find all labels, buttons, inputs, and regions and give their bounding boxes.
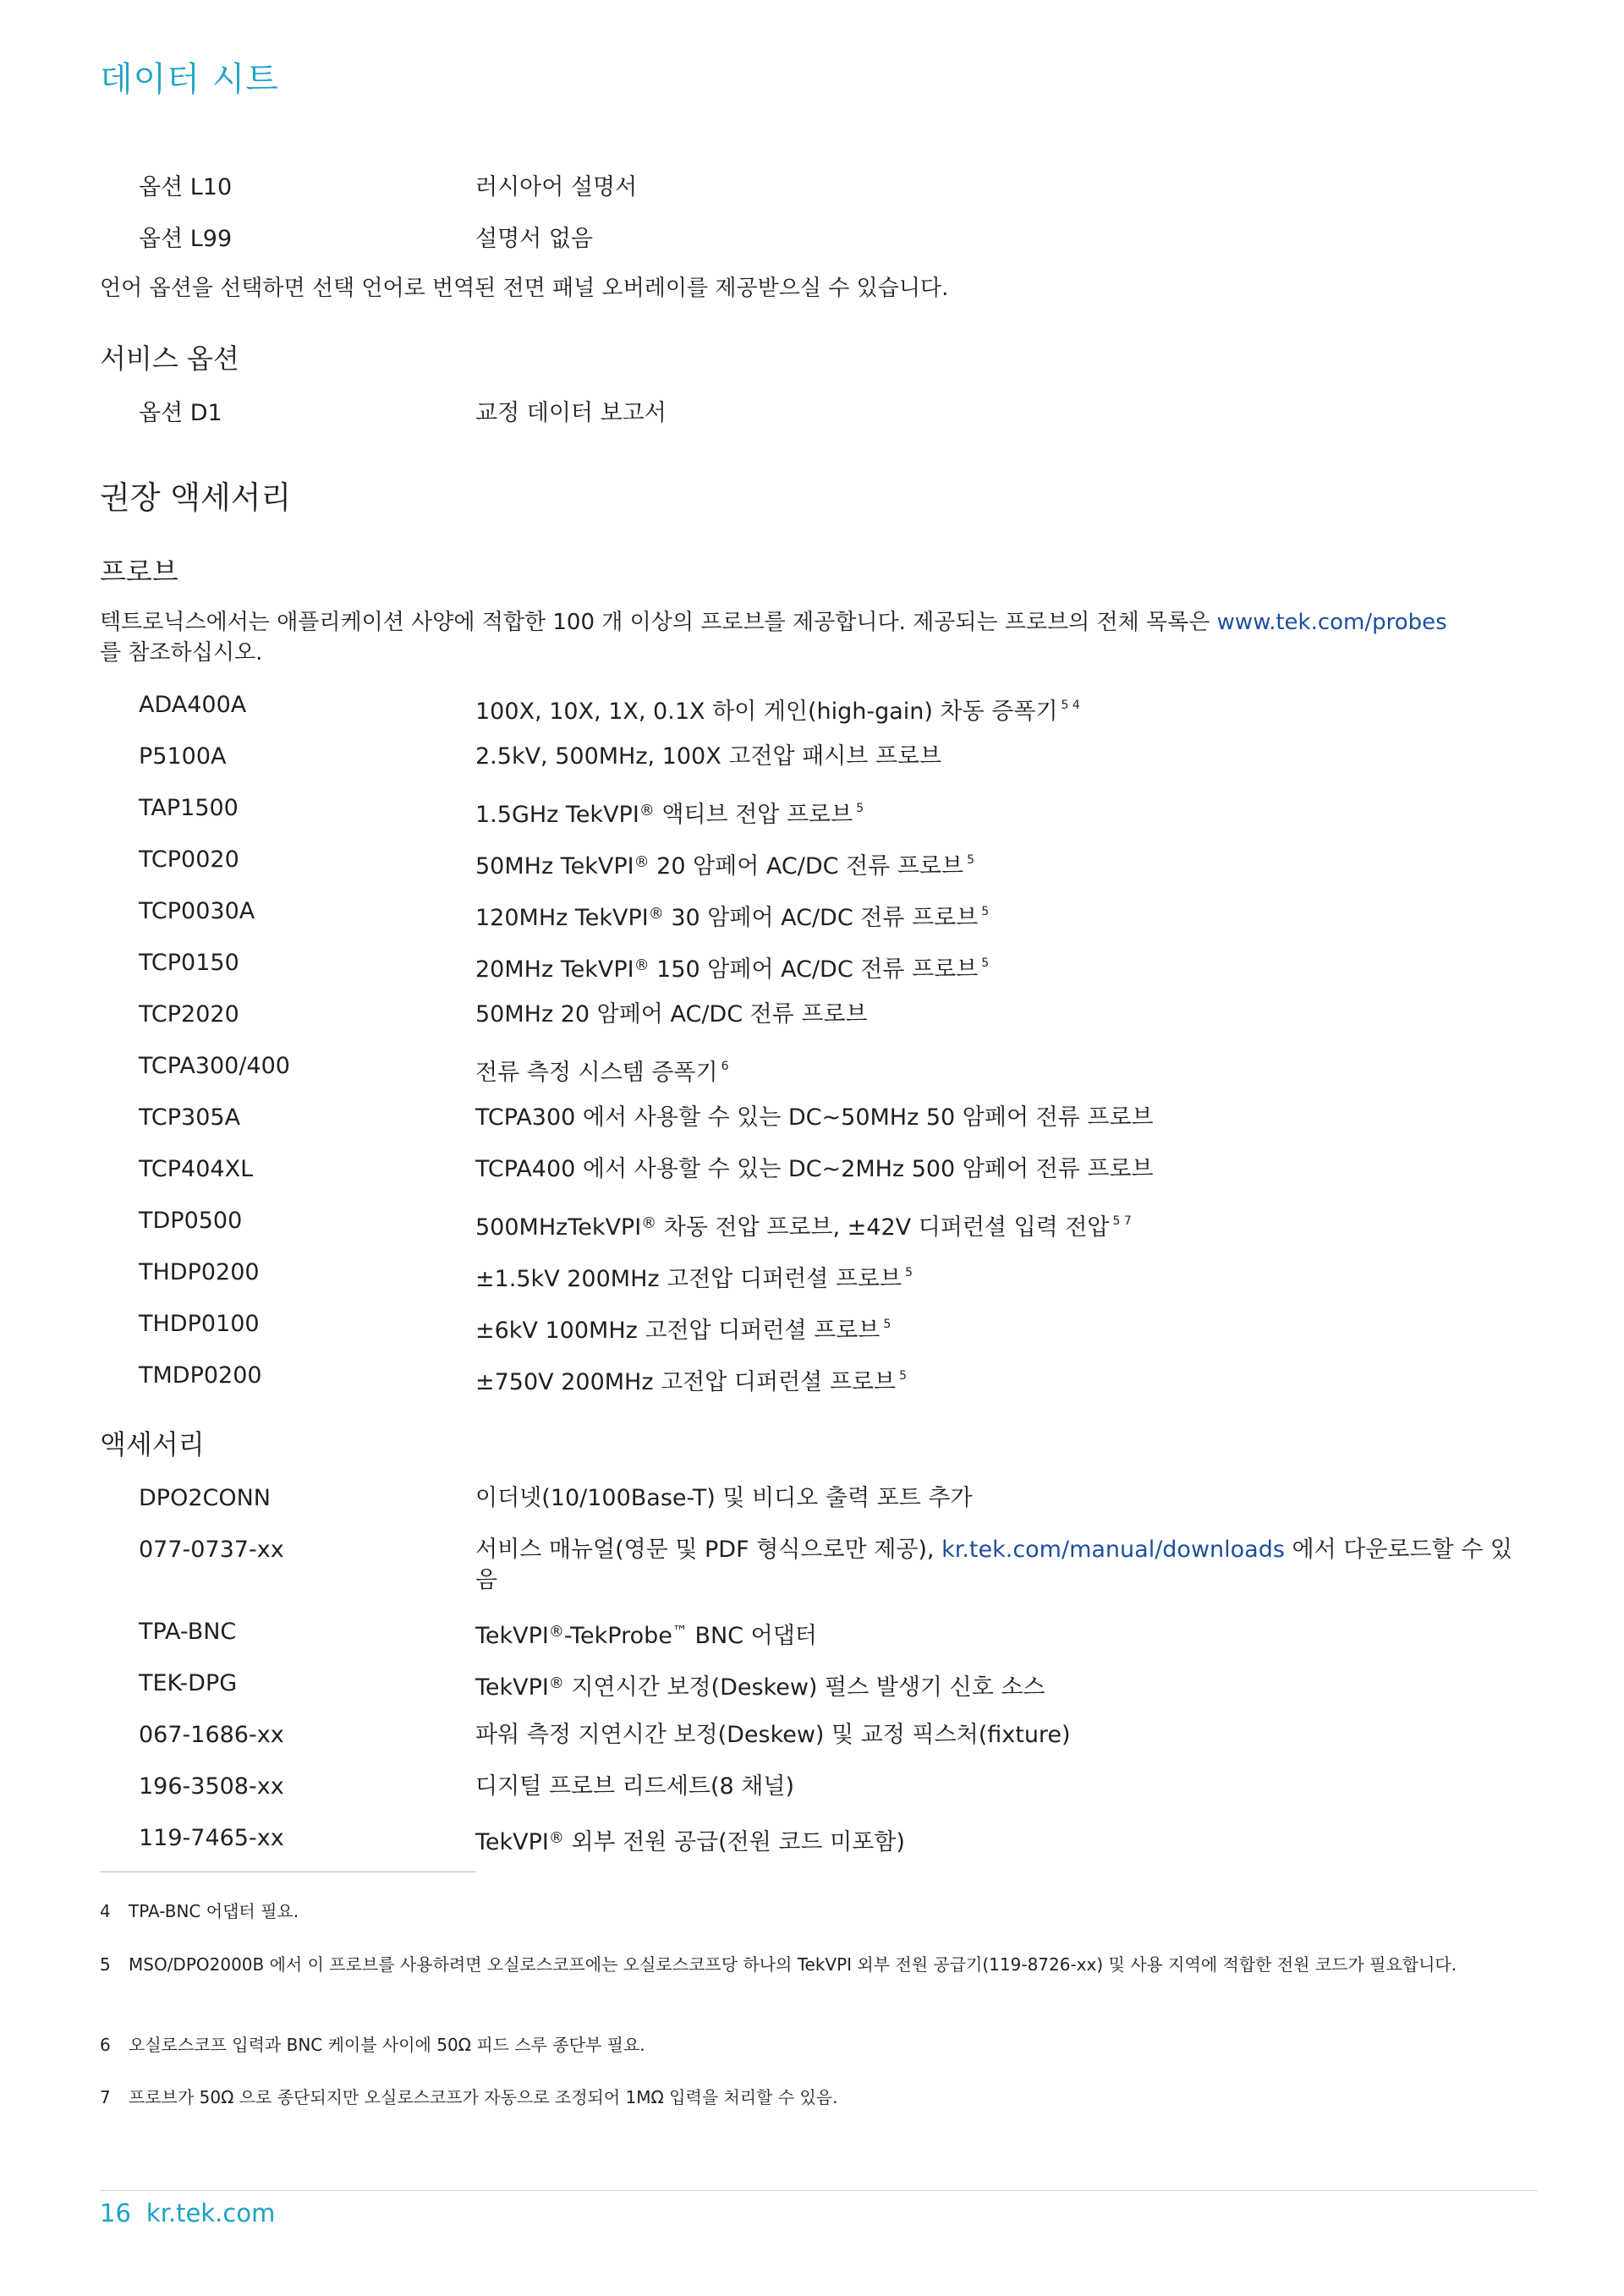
probes-intro-text: 텍트로닉스에서는 애플리케이션 사양에 적합한 100 개 이상의 프로브를 제공합니다. 제공되는 프로브의 전체 목록은 (100, 610, 1217, 635)
probe-desc (475, 948, 1533, 985)
probe-desc-text: 액티브 전압 프로브 (654, 802, 853, 828)
footnote-number: 4 (100, 1901, 111, 1921)
probes-intro-text-end: 를 참조하십시오. (100, 640, 263, 666)
probe-row (100, 690, 1529, 742)
probe-row (100, 1000, 1529, 1051)
option-row (100, 398, 1529, 450)
accessories-heading: 액세서리 (100, 1428, 205, 1460)
accessory-part-number: 077-0737-xx (139, 1537, 284, 1563)
probe-desc-text: 120MHz TekVPI (475, 905, 649, 931)
footnote-ref: 6 (721, 1060, 729, 1073)
probe-row (100, 1309, 1529, 1361)
accessory-row (100, 1669, 1529, 1720)
probe-desc-text: ±6kV 100MHz 고전압 디퍼런셜 프로브 (475, 1318, 881, 1344)
option-code: 옵션 D1 (139, 400, 222, 426)
probe-row (100, 1103, 1529, 1154)
probe-model: TAP1500 (139, 795, 239, 821)
accessory-desc: 이더넷(10/100Base-T) 및 비디오 출력 포트 추가 (475, 1485, 973, 1511)
probe-model: THDP0100 (139, 1311, 260, 1337)
accessory-desc: 파워 측정 지연시간 보정(Deskew) 및 교정 픽스처(fixture) (475, 1722, 1071, 1748)
probe-row (100, 742, 1529, 793)
footnote-ref: 5 (883, 1318, 892, 1331)
accessory-row (100, 1720, 1529, 1772)
probe-desc (475, 845, 1533, 882)
probe-desc (475, 1206, 1533, 1243)
accessory-row (100, 1772, 1529, 1823)
option-code: 옵션 L10 (139, 174, 233, 200)
footnote-text: MSO/DPO2000B 에서 이 프로브를 사용하려면 오실로스코프에는 오실로스코프당 하나의 TekVPI 외부 전원 공급기(119-8726-xx) 및 사용 지역에 적합한 전원 코드가 필요합니다. (129, 1954, 1457, 1975)
probe-desc-text: 100X, 10X, 1X, 0.1X 하이 게인(high-gain) 차동 증폭기 (475, 699, 1058, 725)
probe-row (100, 896, 1529, 948)
probe-model: TMDP0200 (139, 1362, 262, 1389)
accessory-row (100, 1823, 1529, 1875)
probe-row (100, 1206, 1529, 1258)
registered-mark: ® (548, 1623, 564, 1641)
accessory-row (100, 1535, 1529, 1617)
footnote-ref: 5 (967, 853, 975, 867)
registered-mark: ® (639, 802, 655, 819)
registered-mark: ® (634, 956, 650, 974)
footnote-ref: 5 7 (1112, 1214, 1132, 1228)
probe-desc-text: 50MHz TekVPI (475, 853, 634, 879)
service-options-heading: 서비스 옵션 (100, 342, 239, 375)
accessory-desc (475, 1535, 1533, 1596)
probe-desc (475, 1361, 1533, 1398)
accessory-desc-text: 지연시간 보정(Deskew) 펄스 발생기 신호 소스 (563, 1674, 1045, 1701)
footer (100, 2199, 275, 2228)
language-options-section (100, 173, 1529, 276)
probe-desc: TCPA400 에서 사용할 수 있는 DC~2MHz 500 암페어 전류 프로브 (475, 1156, 1154, 1182)
registered-mark: ® (634, 853, 650, 871)
accessory-part-number: TEK-DPG (139, 1670, 238, 1696)
footnote-ref: 5 4 (1061, 699, 1080, 712)
probe-desc-text: 150 암페어 AC/DC 전류 프로브 (649, 956, 979, 983)
probe-desc-text: 30 암페어 AC/DC 전류 프로브 (663, 905, 979, 931)
probe-model: TCP2020 (139, 1001, 239, 1027)
manual-downloads-link[interactable]: kr.tek.com/manual/downloads (941, 1537, 1285, 1563)
footnote-number: 5 (100, 1954, 111, 1975)
accessory-desc-text: -TekProbe (563, 1623, 672, 1649)
accessory-desc (475, 1823, 1533, 1858)
probe-desc: 50MHz 20 암페어 AC/DC 전류 프로브 (475, 1001, 868, 1027)
accessory-part-number: 119-7465-xx (139, 1825, 284, 1851)
option-desc: 교정 데이터 보고서 (475, 400, 667, 426)
accessory-desc-text: TekVPI (475, 1674, 549, 1701)
probe-row (100, 1154, 1529, 1206)
option-code: 옵션 L99 (139, 226, 233, 252)
accessory-part-number: 067-1686-xx (139, 1722, 284, 1748)
probe-desc-text: 20MHz TekVPI (475, 956, 634, 983)
registered-mark: ® (548, 1829, 564, 1847)
footnote-text: 오실로스코프 입력과 BNC 케이블 사이에 50Ω 피드 스루 종단부 필요. (129, 2035, 645, 2055)
probe-model: TCP404XL (139, 1156, 254, 1182)
footnote-text: 프로브가 50Ω 으로 종단되지만 오실로스코프가 자동으로 조정되어 1MΩ 입력을 처리할 수 있음. (129, 2087, 838, 2107)
probe-desc-text: 차동 전압 프로브, ±42V 디퍼런셜 입력 전압 (656, 1214, 1110, 1241)
probe-desc-text: 20 암페어 AC/DC 전류 프로브 (649, 853, 964, 879)
probe-desc (475, 793, 1533, 830)
probe-desc (475, 1309, 1533, 1346)
option-row (100, 173, 1529, 224)
probes-table (100, 690, 1529, 1412)
probe-desc (475, 690, 1533, 727)
accessory-desc: 디지털 프로브 리드세트(8 채널) (475, 1773, 794, 1800)
probe-row (100, 1051, 1529, 1103)
footnote-number: 7 (100, 2087, 111, 2107)
probe-desc-text: 500MHzTekVPI (475, 1214, 642, 1241)
footnote-ref: 5 (905, 1266, 914, 1280)
recommended-accessories-heading: 권장 액세서리 (100, 479, 292, 516)
trademark-mark: ™ (672, 1623, 688, 1641)
option-row (100, 224, 1529, 276)
probe-row (100, 845, 1529, 896)
option-desc: 러시아어 설명서 (475, 174, 638, 200)
option-desc: 설명서 없음 (475, 226, 593, 252)
probe-model: ADA400A (139, 692, 247, 718)
accessory-desc-text: 서비스 매뉴얼(영문 및 PDF 형식으로만 제공), (475, 1537, 942, 1563)
accessory-desc-text: 에서 다운로드할 수 있음 (475, 1537, 1512, 1593)
probes-link[interactable]: www.tek.com/probes (1216, 610, 1447, 635)
probe-model: TCP0150 (139, 950, 239, 976)
header-title: 데이터 시트 (100, 60, 279, 99)
probe-row (100, 1258, 1529, 1309)
accessory-desc-text: 외부 전원 공급(전원 코드 미포함) (563, 1829, 905, 1855)
footnote-ref: 5 (899, 1369, 908, 1383)
accessory-row (100, 1483, 1529, 1535)
probe-desc-text: ±1.5kV 200MHz 고전압 디퍼런셜 프로브 (475, 1266, 903, 1292)
probe-desc-text: ±750V 200MHz 고전압 디퍼런셜 프로브 (475, 1369, 897, 1395)
probe-desc (475, 896, 1533, 934)
registered-mark: ® (648, 905, 664, 923)
probes-heading: 프로브 (100, 556, 178, 588)
probe-desc (475, 1258, 1533, 1295)
registered-mark: ® (641, 1214, 657, 1232)
footer-site-link[interactable]: kr.tek.com (145, 2199, 276, 2228)
probe-row (100, 1361, 1529, 1412)
footnote-ref: 5 (981, 956, 990, 970)
accessory-desc-text: TekVPI (475, 1829, 549, 1855)
probe-desc: 2.5kV, 500MHz, 100X 고전압 패시브 프로브 (475, 743, 942, 770)
accessory-part-number: TPA-BNC (139, 1619, 237, 1645)
probe-row (100, 948, 1529, 1000)
probe-desc-text: 전류 측정 시스템 증폭기 (475, 1060, 718, 1086)
accessory-part-number: DPO2CONN (139, 1485, 272, 1511)
language-note: 언어 옵션을 선택하면 선택 언어로 번역된 전면 패널 오버레이를 제공받으실 수 있습니다. (100, 276, 949, 301)
service-options-section (100, 398, 1529, 450)
accessory-row (100, 1617, 1529, 1669)
accessory-desc-text: BNC 어댑터 (687, 1623, 817, 1649)
probes-intro (100, 607, 1538, 668)
footnote-divider (100, 1871, 475, 1872)
probe-model: TCP305A (139, 1104, 241, 1131)
accessory-part-number: 196-3508-xx (139, 1773, 284, 1800)
probe-model: P5100A (139, 743, 227, 770)
probe-row (100, 793, 1529, 845)
accessory-desc (475, 1617, 1533, 1652)
registered-mark: ® (548, 1674, 564, 1692)
probe-desc-text: 1.5GHz TekVPI (475, 802, 639, 828)
accessories-table (100, 1483, 1529, 1875)
footnote-ref: 5 (856, 802, 864, 815)
probe-model: TDP0500 (139, 1208, 243, 1234)
probe-model: TCP0030A (139, 898, 255, 924)
footnote-ref: 5 (981, 905, 990, 918)
footnote-text: TPA-BNC 어댑터 필요. (129, 1901, 299, 1921)
accessory-desc-text: TekVPI (475, 1623, 549, 1649)
probe-desc (475, 1051, 1533, 1088)
probe-model: TCPA300/400 (139, 1053, 290, 1079)
probe-model: TCP0020 (139, 847, 239, 873)
accessory-desc (475, 1669, 1533, 1703)
footer-divider (100, 2190, 1538, 2191)
probe-model: THDP0200 (139, 1259, 260, 1285)
footnote-number: 6 (100, 2035, 111, 2055)
probe-desc: TCPA300 에서 사용할 수 있는 DC~50MHz 50 암페어 전류 프로브 (475, 1104, 1154, 1131)
page-number: 16 (100, 2199, 131, 2228)
